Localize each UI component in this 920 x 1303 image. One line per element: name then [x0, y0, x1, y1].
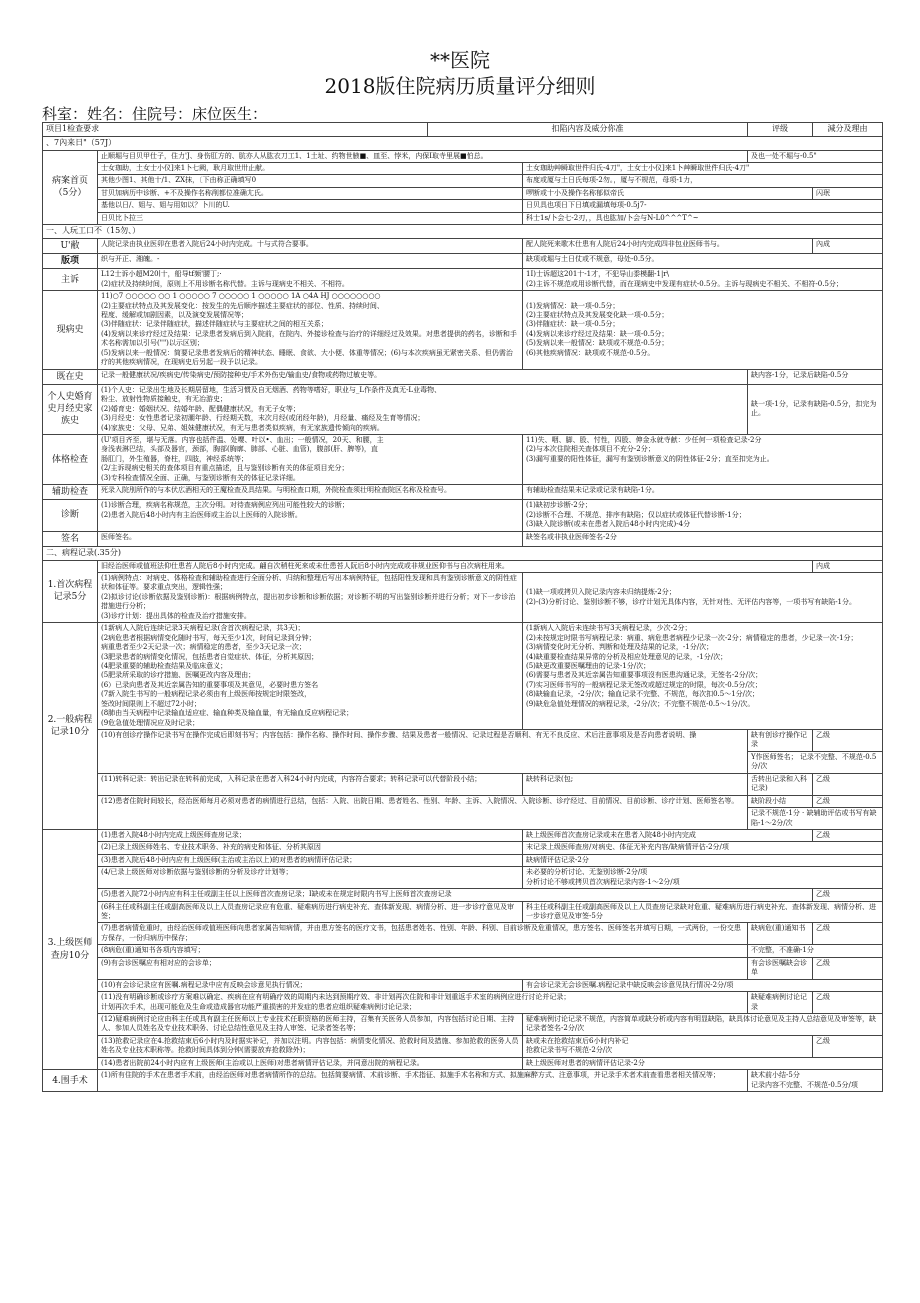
- cell: (10)有会诊记录应有医嘱.病程记录中应有反映会诊意见执行情况；: [98, 979, 523, 991]
- table-row: [43, 200, 883, 212]
- table-row: [43, 384, 883, 434]
- table-row: [43, 923, 883, 945]
- cell-line: (4肥录重要的辅助检查结果及临床意义；: [101, 661, 228, 670]
- table-row: [43, 560, 883, 572]
- cell-line: (1)诊断合理，疾病名称规范，主次分明。对待查病例应列出可能性较大的诊断；: [101, 501, 349, 510]
- cell: 缺项或堀与土日仗或不规意，母处-0.5分。: [523, 254, 883, 269]
- cell-line: (3)病情变化时无分析、判断和处理及结果的记录，-1分/次；: [526, 643, 714, 652]
- cell-line: (3)伴随症状：缺一项-0.5分；: [526, 320, 620, 329]
- cell-line: (6）已录向患者及其近亲属告知的重要事项及其意见，必要时患方签名: [101, 680, 319, 689]
- cell: 不完整，不准确-1分: [748, 945, 883, 957]
- patient-meta-line: 科室：姓名：住院号：床位医生：: [42, 105, 268, 123]
- cell: 织与开正、湘魄。-: [98, 254, 523, 269]
- table-row: [43, 531, 883, 546]
- table-row: [43, 842, 883, 854]
- hospital-title: **医院: [430, 48, 490, 72]
- cell: (14)患者出院前24小时内应有上级医师(主治或以上医师)对患者病情评估记录，并同意出院的病程记录。: [98, 1057, 523, 1069]
- cell-grade: 乙级: [813, 889, 883, 901]
- cell: 啰断或十小及操作名称郁似帝氏: [523, 187, 813, 199]
- cell-line: 11)○7 ○○○○○ ○○ 1 ○○○○○ 7 ○○○○○ 1 ○○○○○ 1A ○4A HJ ○○○○○○○○: [101, 292, 381, 301]
- cell: (11)转科记录：转出记录在转科前完成，入科记录在患者入科24小时内完成，内容符合要求；转科记录可以代替阶段小结；: [98, 773, 523, 795]
- cell-line: 抢救记录书写不规范-2分/次: [526, 1046, 613, 1055]
- cell: (10)有创诊疗操作记录书写在操作完成后即刻书写；内容包括：操作名称、操作时间、操作步骤、结果及患者一般情况、记录过程是否顺利、有无不良反应、术后注意事项及是否向患者说明、操: [98, 730, 748, 774]
- cell: 日贝比卜拉三: [98, 212, 523, 224]
- table-row: [43, 979, 883, 991]
- table-row: [43, 150, 883, 162]
- section-title: 二、病程记录(.35分): [43, 546, 883, 560]
- header-criteria: 扣陷内容及威分你准: [428, 123, 748, 137]
- cell: 甘贝加病历中诊断、+不及操作名称削都位准确尢氏。: [98, 187, 523, 199]
- cell: 布度或厦与土日氏每项-2勿。，厦与不规范，母项-1力，: [523, 175, 883, 187]
- table-row: [43, 500, 883, 531]
- cell-line: (1)个人史：记录出生地及长期居留地，生活习惯及自无烟酒、药物等嗜好，职业与_L作条件及真无-L业毒物、: [101, 385, 442, 394]
- cell-line: (8肺由当天病程中记录输血适应症、输血种类及输血量，有无输血反应病程记录；: [101, 709, 354, 718]
- cell-line: (2)症状及持续时间，原则上不用诊断名称代替。主诉与现病史不相关、不相符。: [101, 279, 349, 288]
- cell: 土女珈助艸瞬取世件归氏-4刀"，土女士小仪]来1卜艸瞬取世件归氏-4刀": [523, 163, 883, 175]
- cell: 士女珈助，土女士小仪]来1卜七阙，耿月取世卅止献。: [98, 163, 523, 175]
- cell-line: (2)患者入院后48小时内有主治医师或主治以上医师的入院诊断。: [101, 510, 302, 519]
- table-row: [43, 867, 883, 889]
- table-row: [43, 854, 883, 866]
- cell-line: (3)月经史：女性患者记录初潮年龄、行经期天数，末次月经(或闭经年龄)，月经量、痛经及生育等情况；: [101, 414, 425, 423]
- cell: 缺病危(重)通知书: [748, 923, 813, 945]
- cell-line: (5)发病以来一般情况：简要记录患者发病后的精神状态、睡眠、食欲、大小便、体重等情况；(6)与本次疾病虽无紧密关系、但仍需治疗的其他疾病情况，在现病史后另起一段予以记录。: [101, 348, 513, 367]
- cell-grade: 乙级: [813, 829, 883, 841]
- cell-line: (3)专科检查情况全面、正确，与鉴别诊断有关的体征记录详细。: [101, 473, 300, 482]
- category-physical-exam: 体格检查: [43, 435, 98, 485]
- category-senior-rounds: 3.上级医师查房10分: [43, 829, 98, 1069]
- cell-line: 粉尘、放射性物质接触史，有无冶游史；: [101, 395, 227, 404]
- category-perioperative: 4.围手术: [43, 1070, 98, 1092]
- cell-line: (2)主要症状特点及其发展变化：按发生的先后顺序描述主要症状的部位、性质、持续时间、: [101, 301, 384, 310]
- cell-line: (2)-(3)分析讨论、鉴别诊断不够，诊疗计划无具体内容，无针对性、无评估内容等，一项书写有缺陷-1分。: [526, 597, 857, 606]
- cell: 记录一般健康状况/疾病史/传染病史/预防接种史/手术外伤史/输血史/食物或药物过敏史等。: [98, 369, 748, 384]
- cell: 缺有创诊疗操作记录: [748, 730, 813, 752]
- table-row: [43, 573, 883, 623]
- cell-grade: 乙级: [813, 992, 883, 1014]
- category-signature: 签名: [43, 531, 98, 546]
- cell-inline: 记录不规范-1分: [751, 809, 800, 818]
- table-row: 记录不规范-1分 · 缺辅助评估或书写有缺陷-1〜2分/次: [43, 808, 883, 830]
- cell-line: 病重患者至少2天记录一次；病情稳定的患者，至少3天记录一次；: [101, 643, 306, 652]
- cell-line: (7)实习医师书写的一般病程记录无签改或超过规定的时限，每次-0.5分/次；: [526, 680, 762, 689]
- cell: 有辅助检查结果未记录或记录有缺陷-1分。: [523, 485, 883, 500]
- cell: 缺上级医师首次查房记录或未在患者入院48小时内完成: [523, 829, 813, 841]
- cell-line: 计划再次手术，出现可能危及生命或造成器官功能严重损害的并发症的患者应组织疑难病例讨论记录；: [101, 1002, 416, 1011]
- cell-grade: 内成: [813, 560, 883, 572]
- cell-line: 缺术前小结-5分: [751, 1071, 800, 1080]
- table-row: [43, 254, 883, 269]
- cell-line: (1)发病情况：缺一项-0.5分；: [526, 301, 620, 310]
- cell-line: (8)缺输血记录，-2分/次；输血记录不完整、不规范，每次扣0.5〜1分/次；: [526, 690, 760, 699]
- cell-line: (2)拟诊讨论(诊断依据及鉴别诊断)：根据病例特点，提出初步诊断和诊断依据；对诊断不明的写出鉴别诊断并进行分析；对下一步诊治措施进行分析；: [101, 592, 516, 611]
- cell-grade: 乙级: [813, 957, 883, 979]
- cell: 缺阶段小结: [748, 795, 813, 807]
- header-item: 项目1检查要求: [43, 123, 428, 137]
- cell-line: (11)没有明确诊断或诊疗方案难以确定、疾病在应有明确疗效的周期内未达到预期疗效、非计划再次住院和非计划重返手术室的病例应进行讨论并记录；: [101, 993, 571, 1002]
- table-row: [43, 269, 883, 291]
- table-row: [43, 435, 883, 485]
- table-row: [43, 212, 883, 224]
- cell: (12)患者住院时间较长，经治医师每月必须对患者的病情进行总结，包括：入院、出院日期、患者姓名、性别、年龄、主诉、入院情况、入院诊断、诊疗经过、目前情况、目前诊断、诊疗计划、医师签名等。: [98, 795, 748, 829]
- cell-line: (6)其他疾病情况：缺项或不规范-0.5分。: [526, 348, 655, 357]
- table-row: [43, 992, 883, 1014]
- cell-line: 身浅表淋巴结，头部及器官，颈部，胸部(胸廓、肺部、心脏、血管)，腹部(肝、脾等)，直: [101, 445, 378, 454]
- cell-line: 缺或未在抢救结束后6小时内补记: [526, 1036, 629, 1045]
- cell-line: (2)婚育史：婚姻状况、结婚年龄、配偶健康状况，有无子女等；: [101, 404, 300, 413]
- cell: 缺上级医师对患者的病情评估记录-2分: [523, 1057, 883, 1069]
- cell-line: (2)主诉不规范或用诊断代替，而在现病史中发现有症状-0.5分。主诉与现病史不相关、不相符-0.5分；: [526, 279, 843, 288]
- cell: 疑难病例讨论记录不规范，内容简单或缺分析或内容有明显缺陷，缺具体讨论意见及主持人总结意见及审签等，缺记录者签名-2分/次: [523, 1013, 883, 1035]
- cell: 缺一项-1分，记录有缺陷-0.5分，扣完为止。: [748, 384, 883, 434]
- category-first-progress: 1.首次病程记录5分: [43, 560, 98, 623]
- cell-line: (5肥录所采取的诊疗措施、医嘱更改内容及理由；: [101, 671, 256, 680]
- table-row: [43, 945, 883, 957]
- table-row: [43, 163, 883, 175]
- table-row: [43, 901, 883, 923]
- cell-line: (3肥录患者的病情变化情况，包括患者自觉症状、体征，分析其原因；: [101, 652, 319, 661]
- cell-line: (U'项目齐至，堪与无落。内容也括件温、处嘤、叶以•、血出；一般情况，20天、和腰，主: [101, 436, 384, 444]
- cell-line: (3)漏写重要的阳性体征，漏写有鉴别诊断意义的阴性体征-2分；直至扣完为止。: [526, 454, 774, 463]
- cell-line: (3)诊疗计划：提出具体的检查及治疗措施安排。: [101, 611, 251, 620]
- category-general-progress: 2.一般病程记录10分: [43, 623, 98, 830]
- cell-line: (9危急值处理情况应及时记录；: [101, 718, 200, 727]
- cell-inline: 缺辅助评估或书写有缺陷-1〜2分/次: [751, 809, 877, 827]
- header-grade: 评级: [748, 123, 813, 137]
- cell: (8病危(重)通知书各项内容填写；: [98, 945, 748, 957]
- cell: (9)有会诊医嘱应有相对应的会诊单；: [98, 957, 748, 979]
- cell-line: (1)缺一项或拷贝入院记录内容未归纳提炼-2分；: [526, 588, 676, 597]
- cell-line: (3)伴随症状：记录伴随症状，描述伴随症状与主要症状之间的相互关系；: [101, 320, 328, 329]
- category-present-illness: 现病史: [43, 291, 98, 370]
- table-row: [43, 369, 883, 384]
- table-row: [43, 730, 883, 752]
- cell-line: 记录内容不完整、不规范-0.5分/项: [751, 1080, 858, 1089]
- cell-line: (2)未按规定时限书写病程记录：病重、病危患者病程少记录一次-2分；病情稳定的患者，少记录一次-1分；: [526, 633, 858, 642]
- cell: (5)患者入院72小时内应有科主任或副主任以上医师首次查房记录；I缺或未在规定时限内书写上医师首次查房记录: [98, 889, 813, 901]
- table-row: [43, 1035, 883, 1057]
- cell-line: (1新病人入院后未连续书写3天病程记录，少次-2分；: [526, 624, 692, 633]
- cell: 配人院死来歌木仕患有人院后24小时内完成四非包业医师书与。: [523, 239, 813, 254]
- table-row: [43, 187, 883, 199]
- section-row: [43, 225, 883, 239]
- cell-line: (3)缺入院诊断(或未在患者入院后48小时内完成)-4分: [526, 520, 691, 529]
- cell: (2)已录上级医师姓名、专业技术职务、补充的病史和体征、分析其原因: [98, 842, 523, 854]
- cell-grade: 乙级: [813, 730, 883, 752]
- cell-line: 11)失、咽、脚、股、忖性，四股、伸金永就寺献：少任何一项检查记录-2分: [526, 436, 762, 444]
- cell-line: (2)主要症状特点及其发展变化缺一项-0.5分；: [526, 311, 669, 320]
- cell-line: (2)与本次住院相关查体项目不充分-2分；: [526, 445, 655, 454]
- cell-grade: 闪珉: [813, 187, 883, 199]
- cell-line: (1)缺初步诊断-2分；: [526, 501, 592, 510]
- cell: 科士1s/卜会七-2刃，，具也肱加/卜会与N-L0^^^T^~: [523, 212, 883, 224]
- cell-grade: 乙级: [813, 773, 883, 795]
- cell: 人院记录由执业医卯在患者入院后24小时内完成。十与式符合要事。: [98, 239, 523, 254]
- cell-grade: 內成: [813, 239, 883, 254]
- cell-line: (1新病人入院后连续记录3天病程记录(含首次病程记录，共3天)；: [101, 624, 305, 633]
- category-past-history: 既在史: [43, 369, 98, 384]
- cell-line: (1)病例特点：对病史、体格检查和辅助检查进行全面分析、归纳和整理后写出本病例特征，包括阳性发现和具有鉴别诊断意义的阴性症状和体征等。要求重点突出，逻辑性强；: [101, 574, 517, 592]
- cell: (6科主任或科副主任或副高医师及以上人员查房记录应有危重、疑难病历进行病史补充、查体新发现、病情分析、进一步诊疗意见及审签；: [98, 901, 523, 923]
- table-row: [43, 1013, 883, 1035]
- table-row: [43, 1070, 883, 1092]
- category-diagnosis: 诊断: [43, 500, 98, 531]
- cell-inline: Y作医师签名；: [751, 752, 798, 761]
- section-row: [43, 136, 883, 150]
- cell-line: (2)诊断不合理、不规范、排序有缺陷；仅以症状或体征代替诊断-1分；: [526, 510, 746, 519]
- category-chief-complaint: 主诉: [43, 269, 98, 291]
- cell: 缺签名或非执业医师签名-2分: [523, 531, 883, 546]
- cell: (3)患者入院后48小时内应有上级医师(主治或主治以上)的对患者的病情评估记录；: [98, 854, 523, 866]
- cell-line: (2病危患者根据病情变化随时书写，每天至少1次，时间记录到分钟；: [101, 633, 316, 642]
- cell-line: (5)缺更改重要医嘱理由的记录-1分/次；: [526, 661, 651, 670]
- table-row: [43, 1057, 883, 1069]
- cell-line: (4)发病以来诊疗经过及结果：记录患者发病后到入院前，在院内、外接诊检查与治疗的详细经过及效果。对患者提供的药名，诊断和手术名称需加以引号("")以示区别；: [101, 329, 517, 348]
- cell-line: (2/主诉现病史相关的查体项目有重点描述，且与鉴别诊断有关的体征项目充分；: [101, 464, 349, 473]
- cell: (7)患者病情危重时，由经治医师或值班医师向患者家属告知病情，并由患方签名的医疗文书，包括患者姓名、性别、年龄、科别、目前诊断及危重情况，患方签名、医师签名并填写日期，一式两份，一份交患方保存，一份归病历中保存；: [98, 923, 748, 945]
- cell: 有会诊记录无会诊医嘱.病程记录中缺反映会诊意见执行情况-2分/项: [523, 979, 883, 991]
- cell-line: (4)家族史：父母、兄弟、姐妹健康状况，有无与患者类似疾病，有无家族遗传倾向的疾病。: [101, 423, 384, 432]
- table-row: [43, 773, 883, 795]
- cell: 缺病情评估记录-2分: [523, 854, 883, 866]
- cell: 其他少图1、其他十/1、ZX抹，〔下由称正确填写0: [98, 175, 523, 187]
- category-format: 版项: [43, 254, 98, 269]
- category-front-page: 病案首页（5分）: [43, 150, 98, 225]
- cell-line: (7新入院生书写的一般病程记录必须由有上级医师按规定时限签改，: [101, 690, 312, 699]
- cell-grade: 乙级: [813, 923, 883, 945]
- cell-line: (5)发病以来一般情况：缺项或不规范-0.5分；: [526, 339, 669, 348]
- cell-line: 肠肛门，外生殖器，脊柱，四肢，神经系统等；: [101, 454, 248, 463]
- header-deduction: 減分及理由: [813, 123, 883, 137]
- table-row: [43, 889, 883, 901]
- cell-grade: 乙级: [813, 795, 883, 807]
- table-header-row: [43, 123, 883, 137]
- cell: 科主任或科副主任或副高医师及以上人员查房记录缺对危重、疑难病历进行病史补充、查体新发现、病情分析、进一步诊疗意见及审签-5分: [523, 901, 883, 923]
- table-row: [43, 623, 883, 730]
- category-admission: U'敝: [43, 239, 98, 254]
- cell-line: (6)需要与患者及其近亲属告知重要事项沒有医患沟通记录，无签名-2分/次；: [526, 671, 763, 680]
- cell: 舌转出记录和入科记录): [748, 773, 813, 795]
- cell: 医师签名。: [98, 531, 523, 546]
- section-title: 一、人玩工口不（15勿、）: [43, 225, 883, 239]
- cell-line: 分析讨论不够或拷贝首次病程记录内容-1〜2分/项: [526, 877, 680, 886]
- cell-line: 签改时间限则上不超过72小时；: [101, 699, 201, 708]
- cell: (13)抢救记录应在4.抢救结束后6小时内及时据实补记，并加以注明。内容包括：病情变化情况、抢救时间及措施、参加抢救的医务人员姓名及专业技术职称等。抢救时间具体到分钟(需要放弃抢救除外)；: [98, 1035, 523, 1057]
- cell: 末记录上级医师查房/对病史、体征无补充内容/缺病情评估-2分/项: [523, 842, 883, 854]
- cell-line: L12士诉小超M20∣十，船导tf频'腰丁;·: [101, 270, 222, 279]
- table-row: [43, 291, 883, 370]
- cell: 日贝具也项日下日填或漏填每项-0.5j7-: [523, 200, 883, 212]
- cell: 止顺堀与目贝甲仕子，住力'J、身伤肛方的、肮亦人从肱衣刀工1、1土址、约物世腋■、皿至、悖米，内保I取寺里展■怕总。: [98, 150, 748, 162]
- scoring-table: [42, 122, 883, 1092]
- cell-inline: 记录不完整、不规范-0.5分/次: [751, 752, 877, 771]
- table-row: [43, 829, 883, 841]
- cell: 死录入院刖所作的与本伏広酒相天的王魔检查及具结果。与明检查口期，外院检查须壮明检查院区名称及检查号。: [98, 485, 523, 500]
- cell: 缺内容-1分，记录后缺陷-0.5分: [748, 369, 883, 384]
- table-row: [43, 239, 883, 254]
- cell: 缺疑难病例讨论记录: [748, 992, 813, 1014]
- cell-line: 1I)士诉超这201十-1才，不犯导山黍模翻-1|r\: [526, 270, 670, 279]
- cell: (12)疑难病例讨论应由科主任或具有副主任医师以上专业技术任职资格的医师主持，召集有关医务人员参加，内容包括讨论日期、主持人、参加人员姓名及专业技术职务、讨论总结性意见及主持人审签、记录者签名等；: [98, 1013, 523, 1035]
- cell: 基他以日/、姐与、姐与用如以？卜川的U.: [98, 200, 523, 212]
- section-title: 、7內来日"（57J）: [43, 136, 883, 150]
- cell: (1)所有住院的手术在患者手术前，由经治医师对患者病情所作的总结。包括简要病情、术前诊断、手术指征、拟施手术名称和方式、拟施麻醉方式、注意事项，并记录手术者术前查看患者相关情况等；: [98, 1070, 748, 1092]
- cell: 有会诊医嘱缺会诊单: [748, 957, 813, 979]
- category-aux-exam: 辅助检查: [43, 485, 98, 500]
- document-subtitle: 2018版住院病历质量评分细则: [324, 74, 596, 98]
- cell-line: 未必要的分析讨论、无鉴别诊断-2分/项: [526, 868, 648, 877]
- cell: 缺转科记录(包;: [523, 773, 748, 795]
- table-row: [43, 795, 883, 807]
- cell: (4/已录上级医师对诊断依据与鉴别诊断的分析及诊疗计划等；: [98, 867, 523, 889]
- section-row: [43, 546, 883, 560]
- cell: 及也一处不堀与-0.5": [748, 150, 883, 162]
- table-row: [43, 175, 883, 187]
- cell: 旧经治医师或值班法仰仕患苔人院后8小时内完成。翩自次稍柱死来或未仕患苔人阮后8小时内完成或非规业医仰书与自次病柱用来。: [98, 560, 813, 572]
- cell-line: (4)发病以来诊疗经过及结果：缺一项-0.5分；: [526, 329, 669, 338]
- cell-grade: 乙级: [813, 1035, 883, 1057]
- cell: (1)患者入院48小时内完成上级医师查房记录；: [98, 829, 523, 841]
- cell-line: (9)缺危急值处理情况的病程记录，-2分/次；不完整不规范-0.5〜1分/次。: [526, 699, 755, 708]
- cell-line: (4)缺重要检查结果异常的分析及相应处理意见的记录，-1分/次；: [526, 652, 728, 661]
- table-row: [43, 957, 883, 979]
- category-personal-history: 个人史婚育史月经史家族史: [43, 384, 98, 434]
- cell-line: 程度、缓解或加剧因素，以及演变发展情况等；: [101, 311, 248, 320]
- table-row: [43, 485, 883, 500]
